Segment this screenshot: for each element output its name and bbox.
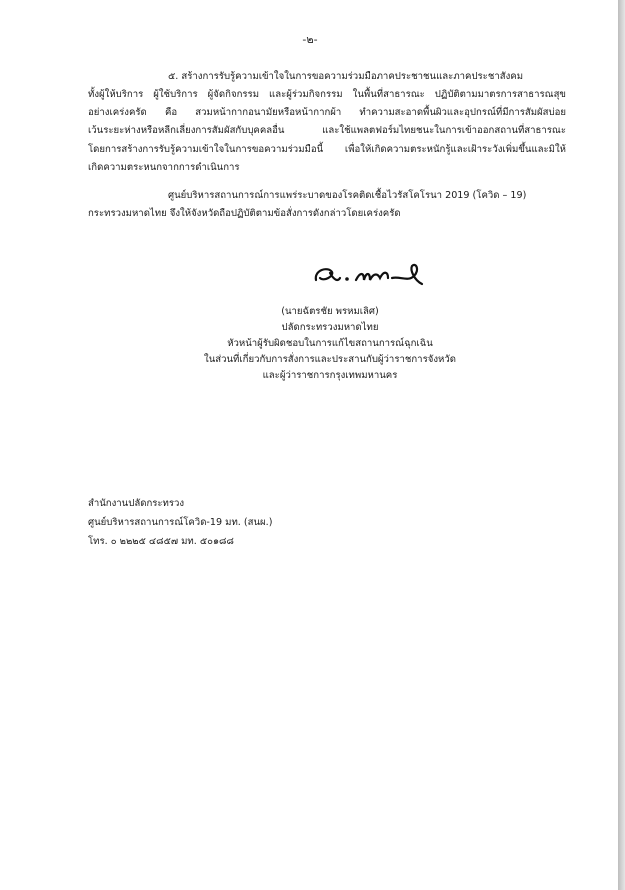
footer-phone: โทร. ๐ ๒๒๒๕ ๔๘๕๗ มท. ๕๐๑๘๘ — [88, 536, 234, 547]
page-edge-shadow — [618, 0, 625, 890]
signatory-position-4: และผู้ว่าราชการกรุงเทพมหานคร — [262, 370, 398, 381]
footer-office: สำนักงานปลัดกระทรวง — [88, 498, 185, 509]
paragraph-1-line-2: ทั้งผู้ให้บริการ ผู้ใช้บริการ ผู้จัดกิจกรรม และผู้ร่วมกิจกรรม ในพื้นที่สาธารณะ ปฏิบัติตามมาตรการสาธารณสุข — [88, 89, 566, 100]
signatory-position-3: ในส่วนที่เกี่ยวกับการสั่งการและประสานกับผู้ว่าราชการจังหวัด — [204, 354, 456, 365]
signatory-position-2: หัวหน้าผู้รับผิดชอบในการแก้ไขสถานการณ์ฉุกเฉิน — [227, 338, 433, 349]
signatory-position-1: ปลัดกระทรวงมหาดไทย — [281, 322, 379, 333]
paragraph-2-line-1: ศูนย์บริหารสถานการณ์การแพร่ระบาดของโรคติดเชื้อไวรัสโคโรนา 2019 (โควิด – 19) — [168, 190, 527, 201]
paragraph-1-line-6: เกิดความตระหนกจากการดำเนินการ — [88, 162, 240, 173]
signatory-name: (นายฉัตรชัย พรหมเลิศ) — [281, 306, 379, 317]
paragraph-1-line-5: โดยการสร้างการรับรู้ความเข้าใจในการขอความร่วมมือนี้ เพื่อให้เกิดความตระหนักรู้และเฝ้าระวังเพิ่มขึ้นและมิให้ — [88, 144, 566, 155]
paragraph-1-line-3: อย่างเคร่งครัด คือ สวมหน้ากากอนามัยหรือหน้ากากผ้า ทำความสะอาดพื้นผิวและอุปกรณ์ที่มีการสัมผัสบ่อย — [88, 107, 566, 118]
signatory-block — [200, 304, 460, 384]
page-number: -๒- — [302, 33, 318, 46]
paragraph-1-line-4: เว้นระยะห่างหรือหลีกเลี่ยงการสัมผัสกับบุคคลอื่น และใช้แพลตฟอร์มไทยชนะในการเข้าออกสถานที่สาธารณะ — [88, 125, 566, 136]
paragraph-1-line-1: ๕. สร้างการรับรู้ความเข้าใจในการขอความร่วมมือภาคประชาชนและภาคประชาสังคม — [168, 71, 524, 82]
handwritten-signature — [310, 258, 430, 292]
paragraph-2-line-2: กระทรวงมหาดไทย จึงให้จังหวัดถือปฏิบัติตามข้อสั่งการดังกล่าวโดยเคร่งครัด — [88, 208, 401, 219]
footer-center: ศูนย์บริหารสถานการณ์โควิด-19 มท. (สนผ.) — [88, 517, 273, 528]
